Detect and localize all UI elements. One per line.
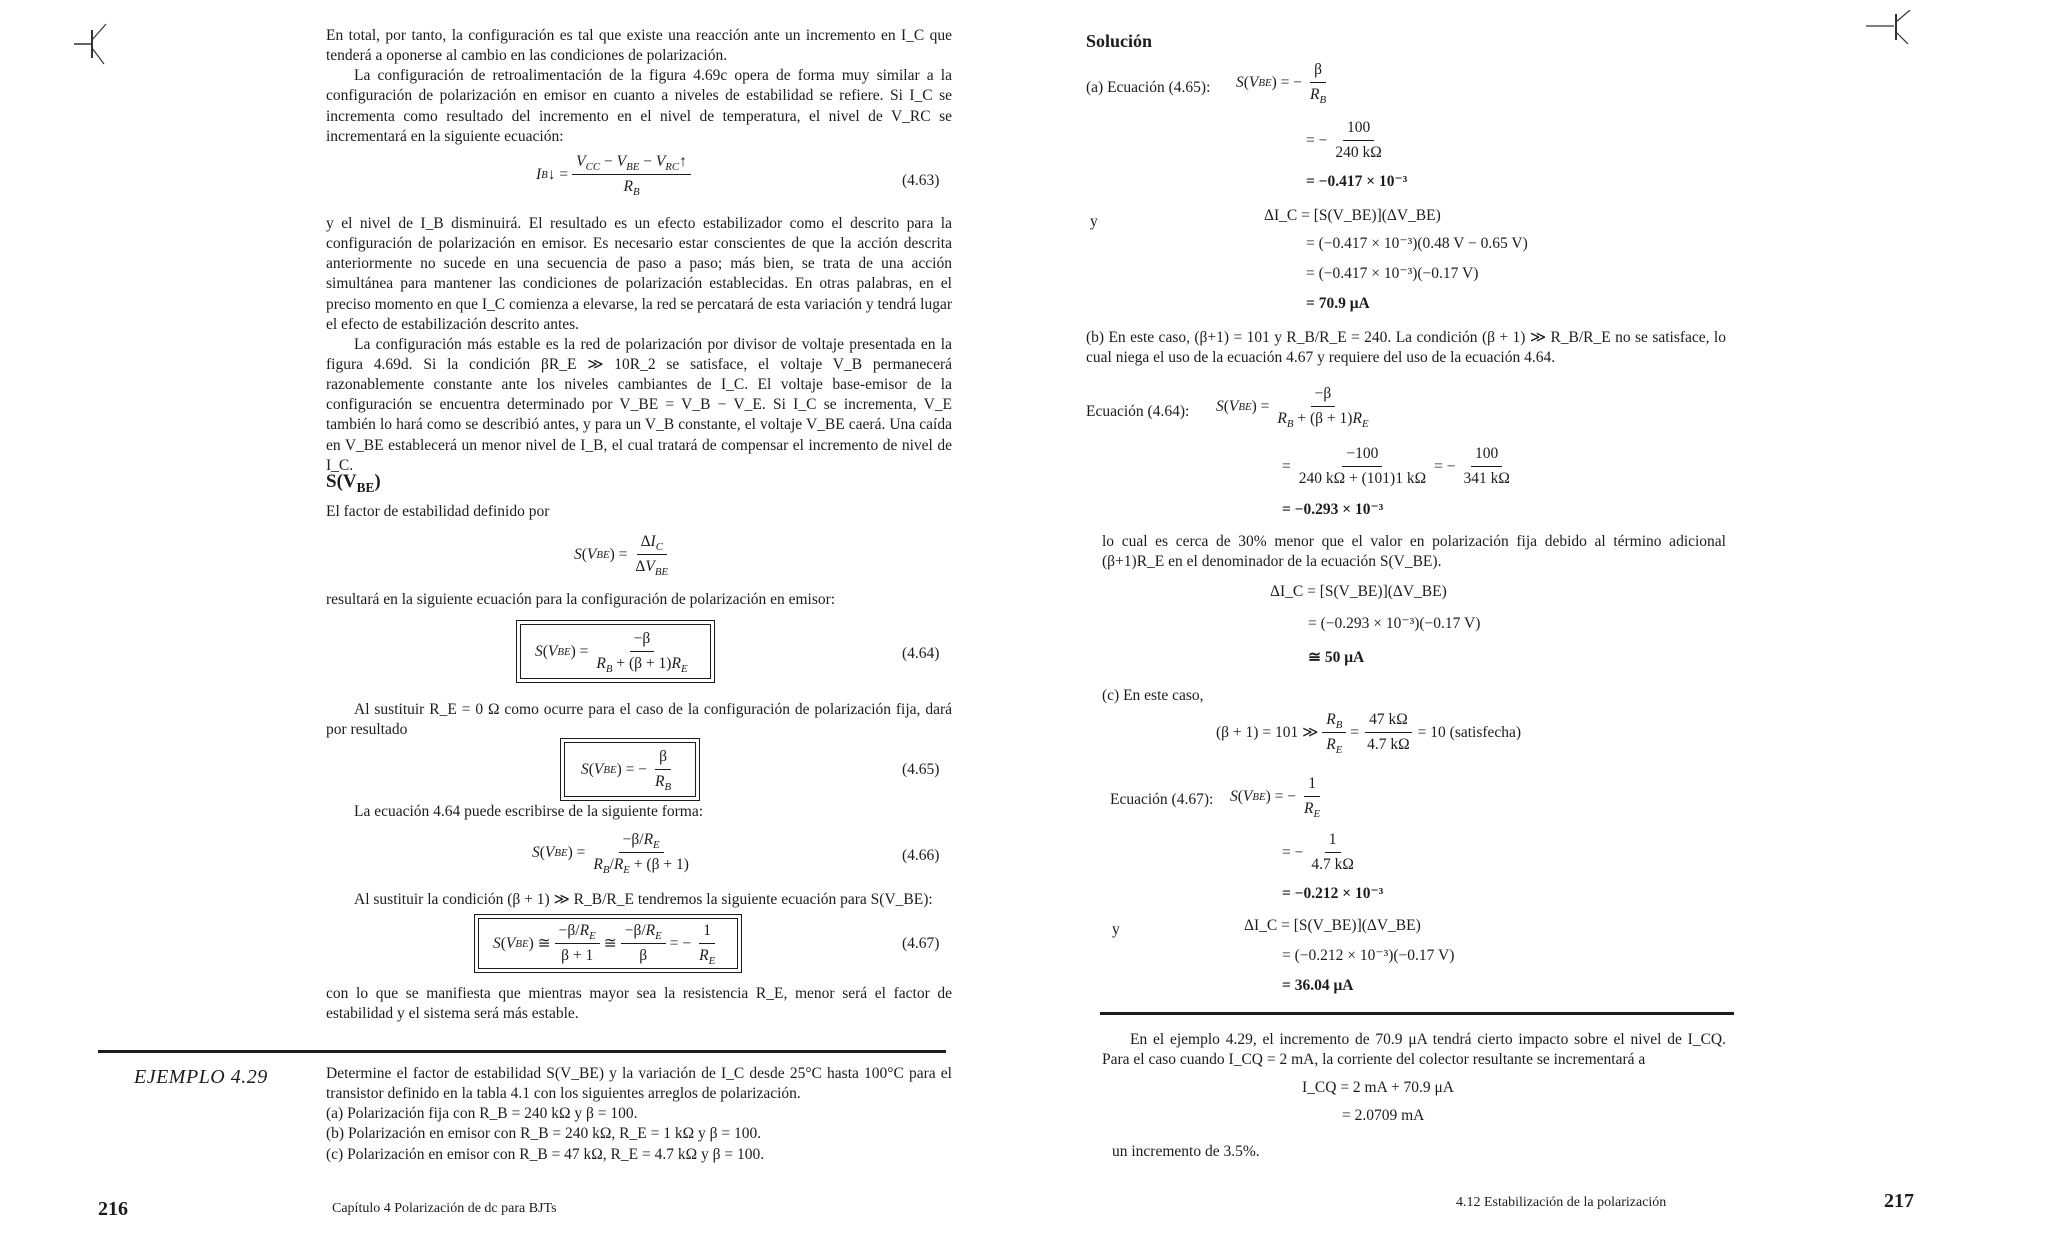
paragraph-9: Al sustituir la condición (β + 1) ≫ R_B/R_E tendremos la siguiente ecuación para S(V_BE): [354, 891, 933, 908]
part-b-comment: lo cual es cerca de 30% menor que el valor en polarización fija debido al término adicional (β+1)R_E en el denominador de la ecuación S(V_BE). [1102, 533, 1726, 571]
paragraph-10: con lo que se manifiesta que mientras mayor sea la resistencia R_E, menor será el factor de estabilidad y el sistema será más estable. [326, 985, 952, 1023]
part-c-y: y [1112, 921, 1120, 938]
part-b-delta-ic: ΔI_C = [S(V_BE)](ΔV_BE) [1270, 583, 1447, 600]
part-a-label: (a) Ecuación (4.65): [1086, 79, 1211, 96]
example-label: EJEMPLO 4.29 [134, 1066, 268, 1088]
paragraph-6: resultará en la siguiente ecuación para la configuración de polarización en emisor: [326, 591, 836, 608]
example-item-c: (c) Polarización en emisor con R_B = 47 kΩ, R_E = 4.7 kΩ y β = 100. [326, 1145, 765, 1163]
paragraph-5: El factor de estabilidad definido por [326, 503, 550, 520]
paragraph-1: En total, por tanto, la configuración es tal que existe una reacción ante un incremento en I_C que tenderá a oponerse al cambio en las condiciones de polarización. [326, 27, 952, 65]
paragraph-4: La configuración más estable es la red de polarización por divisor de voltaje presentada en la figura 4.69d. Si la condición βR_E ≫ 10R_2 se satisface, el voltaje V_B permanecerá razonablemente constante ante los niveles cambiantes de I_C. El voltaje base-emisor de la configuración se encuentra determinado por V_BE = V_B − V_E. Si I_C se incrementa, V_E también lo hará como se describió antes, y para un V_B constante, el voltaje V_BE caerá. Una caída en V_BE establecerá un menor nivel de I_B, el cual tratará de compensar el incremento de nivel de I_C. [326, 335, 952, 474]
equation-number-4-66: (4.66) [902, 847, 940, 864]
part-c-label: (c) En este caso, [1102, 687, 1204, 704]
part-c-substitution: = − 1 4.7 kΩ [1282, 831, 1354, 874]
final-paragraph: En el ejemplo 4.29, el incremento de 70.9 μA tendrá cierto impacto sobre el nivel de I_CQ. Para el caso cuando I_CQ = 2 mA, la corriente del colector resultante se incrementará a [1102, 1031, 1726, 1069]
paragraph-2: La configuración de retroalimentación de la figura 4.69c opera de forma muy similar a la configuración de polarización en emisor en cuanto a niveles de estabilidad se refiere. Si I_C se incrementa como resultado del incremento en el nivel de temperatura, el nivel de V_RC se incrementará en la siguiente ecuación: [326, 67, 952, 145]
transistor-symbol-icon [72, 22, 122, 70]
part-c-result: = −0.212 × 10⁻³ [1282, 885, 1384, 902]
equation-4-64-box: S ( V BE ) = −β $R_B + (\beta + 1)R_E$ [516, 620, 715, 683]
right-page [1024, 0, 2048, 1244]
paragraph-8: La ecuación 4.64 puede escribirse de la siguiente forma: [354, 803, 704, 820]
footer-left: Capítulo 4 Polarización de dc para BJTs [332, 1201, 557, 1216]
part-c-equation: S ( V BE ) = − 1 $R_E$ [1230, 775, 1321, 821]
page-number-right: 217 [1884, 1190, 1914, 1212]
paragraph-3: y el nivel de I_B disminuirá. El resultado es un efecto estabilizador como el descrito para la configuración de polarización en emisor. Es necesario estar conscientes de que la acción descrita anteriormente no sucede en una secuencia de paso a paso; más bien, se trata de una acción simultánea para mantener las condiciones de polarización establecidas. En otras palabras, en el preciso momento en que I_C comienza a elevarse, la red se percatará de esta variación y tendrá lugar el efecto de estabilización descrito antes. [326, 215, 952, 333]
example-item-b: (b) Polarización en emisor con R_B = 240 kΩ, R_E = 1 kΩ y β = 100. [326, 1125, 762, 1143]
equation-stability-definition: S ( V BE ) = $\Delta I_C$ $\Delta V_{BE}$ [574, 533, 669, 579]
equation-number-4-67: (4.67) [902, 935, 940, 952]
part-c-delta-ic-2: = (−0.212 × 10⁻³)(−0.17 V) [1282, 947, 1455, 964]
equation-4-65-box: S ( V BE ) = − β $R_B$ [560, 738, 700, 801]
part-c-condition: (β + 1) = 101 ≫ $R_B$ $R_E$ = $\frac{47 k\Omega}{4.7 k\Omega}$ = 10 (satisfecha) [1216, 711, 1522, 757]
part-a-delta-ic-result: = 70.9 μA [1306, 295, 1370, 312]
part-b-delta-ic-2: = (−0.293 × 10⁻³)(−0.17 V) [1308, 615, 1481, 632]
equation-number-4-63: (4.63) [902, 172, 940, 189]
part-b-text: (b) En este caso, (β+1) = 101 y R_B/R_E = 240. La condición (β + 1) ≫ R_B/R_E no se satisface, lo cual niega el uso de la ecuación 4.67 y requiere del uso de la ecuación 4.64. [1086, 329, 1726, 367]
part-a-delta-ic-2: = (−0.417 × 10⁻³)(0.48 V − 0.65 V) [1306, 235, 1528, 252]
paragraph-7: Al sustituir R_E = 0 Ω como ocurre para el caso de la configuración de polarización fija, dará por resultado [326, 701, 952, 739]
example-divider-rule [98, 1050, 946, 1053]
solution-divider-rule [1100, 1012, 1734, 1015]
equation-number-4-65: (4.65) [902, 761, 940, 778]
part-a-substitution: = − 100 240 kΩ [1306, 119, 1382, 162]
solution-title: Solución [1086, 31, 1153, 51]
part-b-label: Ecuación (4.64): [1086, 403, 1190, 420]
part-b-equation: S ( V BE ) = −β $R_B + (\beta + 1)R_E$ [1216, 385, 1369, 431]
part-c-delta-ic: ΔI_C = [S(V_BE)](ΔV_BE) [1244, 917, 1421, 934]
equation-number-4-64: (4.64) [902, 645, 940, 662]
example-text: Determine el factor de estabilidad S(V_BE) y la variación de I_C desde 25°C hasta 100°C para el transistor definido en la tabla 4.1 con los siguientes arreglos de polarización. [326, 1065, 952, 1103]
example-item-a: (a) Polarización fija con R_B = 240 kΩ y β = 100. [326, 1105, 638, 1123]
final-last-line: un incremento de 3.5%. [1112, 1143, 1260, 1160]
part-a-y: y [1090, 213, 1098, 230]
transistor-symbol-icon [1864, 10, 1924, 58]
part-a-delta-ic: ΔI_C = [S(V_BE)](ΔV_BE) [1264, 207, 1441, 224]
equation-4-66: S ( V BE ) = $-\beta/R_E$ $R_B/R_E + (\beta + 1)$ [532, 831, 689, 877]
page-number-left: 216 [98, 1198, 128, 1220]
left-text-column-2 [326, 214, 952, 476]
example-body [326, 1064, 952, 1165]
part-c-delta-ic-result: = 36.04 μA [1282, 977, 1354, 994]
part-b-substitution: = −100 240 kΩ + (101)1 kΩ = − 100 341 kΩ [1282, 445, 1510, 488]
part-a-delta-ic-3: = (−0.417 × 10⁻³)(−0.17 V) [1306, 265, 1479, 282]
left-text-column [326, 26, 952, 147]
section-heading-s-vbe: $S(V_{BE})$ [326, 471, 381, 495]
part-b-result: = −0.293 × 10⁻³ [1282, 501, 1384, 518]
final-equation-2: = 2.0709 mA [1342, 1107, 1425, 1124]
footer-right: 4.12 Estabilización de la polarización [1456, 1195, 1667, 1210]
final-equation-1: I_CQ = 2 mA + 70.9 μA [1302, 1079, 1454, 1096]
equation-4-63: I B ↓ = $V_{CC} - V_{BE}$ − $V_{RC}↑$ $R_B$ [536, 152, 695, 197]
part-b-delta-ic-result: ≅ 50 μA [1308, 649, 1365, 666]
part-c-eq-label: Ecuación (4.67): [1110, 791, 1214, 808]
part-a-result: = −0.417 × 10⁻³ [1306, 173, 1408, 190]
part-a-equation: S ( V BE ) = − β $R_B$ [1236, 61, 1327, 107]
equation-4-67-box: S ( V BE ) ≅ $-\beta/R_E$ β + 1 ≅ $-\beta/R_E$ β = − 1 $R_E$ [474, 914, 742, 973]
